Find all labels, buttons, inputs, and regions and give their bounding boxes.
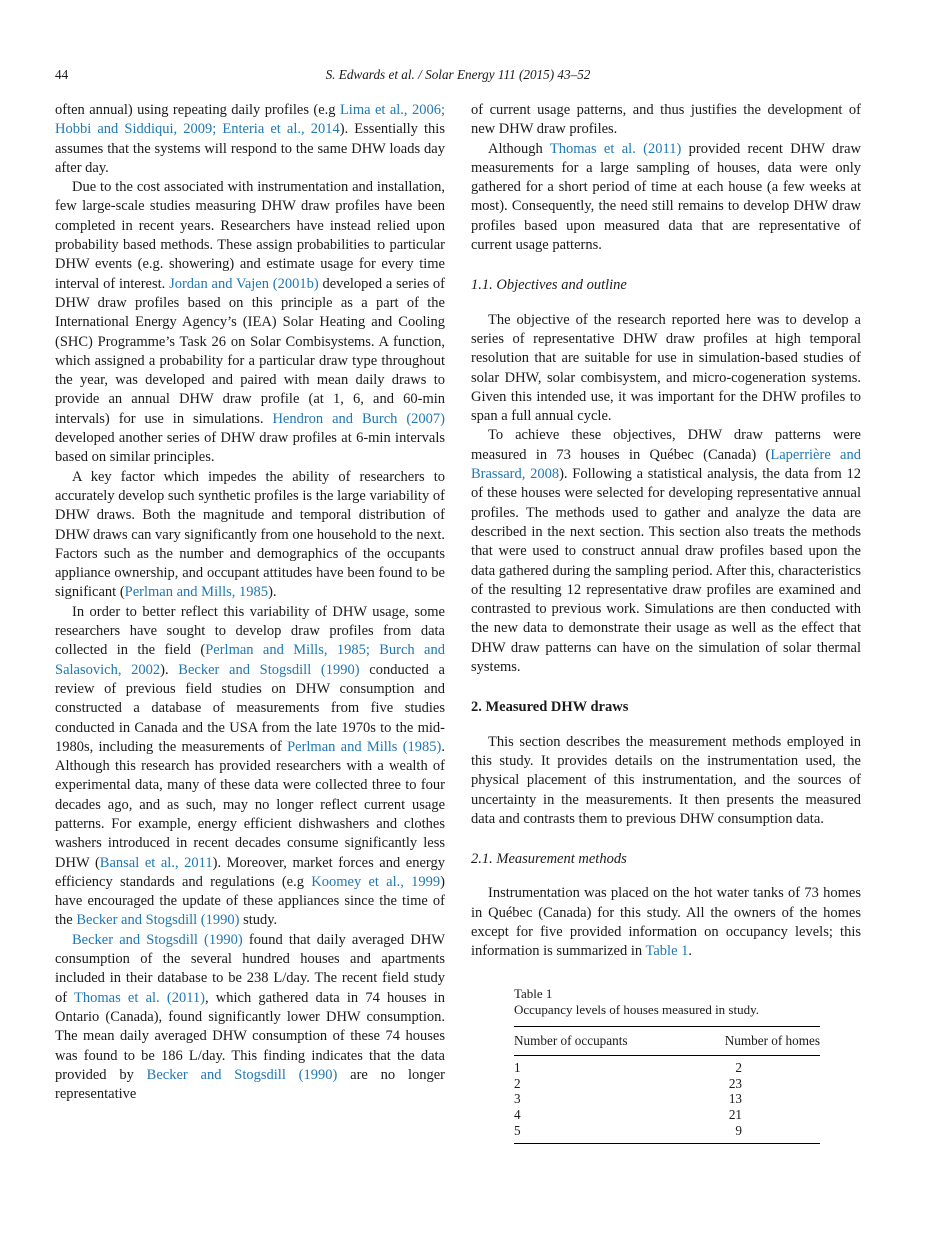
- text-run: . Although this research has provided researchers with a wealth of experimental data, many of these data were collected three to four decades ago, and as such, may no longer reflect current usage patterns. For example, energy efficient dishwashers and clothes washers introduced in recent decades consume significantly less DHW (: [55, 738, 445, 871]
- table-row: [514, 1076, 820, 1092]
- text-run: ). Moreover, market forces and energy efficiency standards and regulations (e.g: [55, 854, 445, 890]
- text-run: A key factor which impedes the ability of researchers to accurately develop such synthetic profiles is the large variability of DHW draws. Both the magnitude and temporal distribution of DHW draws can vary significantly from one household to the next. Factors such as the number and demographics of the occupants appliance ownership, and occupant attitudes have been found to be significant (: [55, 468, 445, 601]
- citation-link[interactable]: Bansal et al., 2011: [99, 854, 213, 871]
- page-header: [55, 67, 861, 85]
- text-run: , which gathered data in 74 houses in Ontario (Canada), found significantly lower DHW consumption. The mean daily averaged DHW consumption of these 74 houses was found to be 186 L/day. This finding indicates that the data provided by: [55, 989, 445, 1083]
- table-cell: 9: [735, 1123, 742, 1139]
- citation-link[interactable]: Lima et al., 2006; Hobbi and Siddiqui, 2009; Enteria et al., 2014: [55, 102, 445, 138]
- citation-link[interactable]: Table 1: [645, 943, 689, 960]
- citation-link[interactable]: Laperrière and Brassard, 2008: [471, 446, 861, 483]
- text-run: found that daily averaged DHW consumption of the several hundred houses and apartments included in their database to be 238 L/day. The recent field study of: [55, 931, 445, 1006]
- subsection-heading: 1.1. Objectives and outline: [471, 277, 627, 294]
- citation-link[interactable]: Thomas et al. (2011): [549, 140, 682, 157]
- text-run: developed a series of DHW draw profiles based on this principle as a part of the International Energy Agency’s (IEA) Solar Heating and Cooling (SHC) Programme’s Task 26 on Solar Combisystems. A function, which assigned a probability for a particular draw type throughout the year, was developed and paired with mean daily draws to provide an annual DHW draw profile (at 1, 6, and 60-min intervals) for use in simulations.: [55, 275, 445, 427]
- table-1: [514, 986, 820, 1144]
- paragraph: [471, 733, 861, 829]
- text-run: developed another series of DHW draw profiles at 6-min intervals based on similar principles.: [55, 430, 445, 466]
- text-run: study.: [239, 912, 278, 929]
- citation-link[interactable]: Hendron and Burch (2007): [272, 410, 446, 427]
- table-cell: 4: [514, 1107, 521, 1123]
- table-description: Occupancy levels of houses measured in study.: [514, 1002, 760, 1018]
- text-run: Due to the cost associated with instrumentation and installation, few large-scale studies measuring DHW draw profiles have been completed in recent years. Researchers have instead relied upon probability based methods. These assign probabilities to particular DHW events (e.g. showering) and estimate usage for every time interval of interest.: [55, 179, 445, 292]
- column-header: Number of occupants: [514, 1026, 680, 1055]
- paragraph: [471, 426, 861, 677]
- text-run: are no longer representative: [55, 1066, 445, 1103]
- citation-link[interactable]: Perlman and Mills (1985): [287, 738, 442, 755]
- citation-link[interactable]: Thomas et al. (2011): [74, 989, 205, 1006]
- text-run: .: [688, 943, 693, 960]
- citation-link[interactable]: Perlman and Mills, 1985: [124, 584, 269, 601]
- paragraph: [471, 140, 861, 256]
- paragraph: [55, 101, 445, 178]
- text-run: conducted a review of previous field studies on DHW consumption and constructed a database of measurements from five studies conducted in Canada and the USA from the late 1970s to the mid-1980s, including the measurements of: [55, 661, 445, 755]
- paragraph: [55, 603, 445, 931]
- citation-link[interactable]: Becker and Stogsdill (1990): [76, 912, 240, 929]
- page-number: 44: [55, 67, 69, 82]
- paragraph: [471, 101, 861, 140]
- table-cell: 23: [728, 1075, 742, 1091]
- text-run: The objective of the research reported here was to develop a series of representative DHW draw profiles at high temporal resolution that are suitable for use in simulation-based studies of solar DHW, solar combisystem, and micro-cogeneration systems. Given this intended use, it was important for the DHW profiles to span a full annual cycle.: [471, 311, 861, 425]
- text-run: ). Following a statistical analysis, the data from 12 of these houses were selected for developing representative annual profiles. The methods used to gather and analyze the data are described in the next section. This section also treats the methods that were used to construct annual draw profiles based upon the data gathered during the sampling period. After this, characteristics of the resulting 12 representative draw profiles are examined and contrasted to previous work. Simulations are then conducted with the new data to demonstrate their usage as well as the effect that DHW draw patterns can have on the simulation of solar thermal systems.: [471, 466, 861, 676]
- paragraph: [55, 178, 445, 467]
- table-cell: 2: [735, 1059, 742, 1075]
- table-row: [514, 1123, 820, 1143]
- table-label: Table 1: [514, 985, 553, 1001]
- text-run: In order to better reflect this variability of DHW usage, some researchers have sought to develop draw profiles from data collected in the field (: [55, 603, 445, 659]
- table-caption: [514, 986, 820, 1019]
- text-run: To achieve these objectives, DHW draw patterns were measured in 73 houses in Québec (Canada) (: [471, 427, 861, 463]
- table-row: [514, 1055, 820, 1075]
- two-column-content: [55, 101, 861, 1144]
- citation-link[interactable]: Koomey et al., 1999: [311, 873, 441, 890]
- table-cell: 21: [728, 1107, 742, 1123]
- text-run: ) have encouraged the update of these appliances since the time of the: [55, 873, 445, 929]
- citation-link[interactable]: Becker and Stogsdill (1990): [72, 931, 243, 948]
- citation-link[interactable]: Perlman and Mills, 1985; Burch and Salasovich, 2002: [55, 642, 445, 678]
- table-cell: 13: [728, 1091, 742, 1107]
- text-run: Instrumentation was placed on the hot water tanks of 73 homes in Québec (Canada) for this study. All the owners of the homes except for five provided information on occupancy levels; this information is summarized in: [471, 885, 861, 960]
- citation-link[interactable]: Becker and Stogsdill (1990): [146, 1066, 338, 1083]
- text-run: ).: [268, 584, 277, 601]
- column-header: Number of homes: [680, 1026, 820, 1055]
- table-cell: 3: [514, 1091, 521, 1107]
- text-run: Although: [488, 140, 550, 157]
- text-run: of current usage patterns, and thus justifies the development of new DHW draw profiles.: [471, 102, 861, 138]
- right-column: [471, 101, 861, 1144]
- paragraph: [471, 884, 861, 961]
- paragraph: [55, 468, 445, 603]
- citation-link[interactable]: Jordan and Vajen (2001b): [169, 275, 319, 292]
- section-heading: 2. Measured DHW draws: [471, 699, 629, 716]
- citation-link[interactable]: Becker and Stogsdill (1990): [178, 661, 360, 678]
- table-cell: 1: [514, 1059, 521, 1075]
- paragraph: [55, 931, 445, 1105]
- table-cell: 2: [514, 1075, 521, 1091]
- left-column: [55, 101, 445, 1144]
- text-run: provided recent DHW draw measurements for a large sampling of houses, data were only gathered for a short period of time at each house (a few weeks at most). Consequently, the need still remains to develop DHW draw profiles based upon measured data that are representative of current usage patterns.: [471, 140, 862, 254]
- paragraph: [471, 311, 861, 427]
- text-run: often annual) using repeating daily profiles (e.g: [55, 102, 340, 118]
- subsection-heading: 2.1. Measurement methods: [471, 851, 627, 868]
- running-head: S. Edwards et al. / Solar Energy 111 (2015) 43–52: [325, 67, 591, 82]
- table-cell: 5: [514, 1123, 521, 1139]
- text-run: ). Essentially this assumes that the systems will respond to the same DHW loads day after day.: [55, 121, 445, 176]
- table-row: [514, 1107, 820, 1123]
- table-row: [514, 1091, 820, 1107]
- text-run: ).: [160, 661, 179, 678]
- text-run: This section describes the measurement methods employed in this study. It provides details on the instrumentation used, the physical placement of this instrumentation, and the sources of uncertainty in the measurements. It then presents the measured data and contrasts them to previous DHW consumption data.: [471, 733, 861, 827]
